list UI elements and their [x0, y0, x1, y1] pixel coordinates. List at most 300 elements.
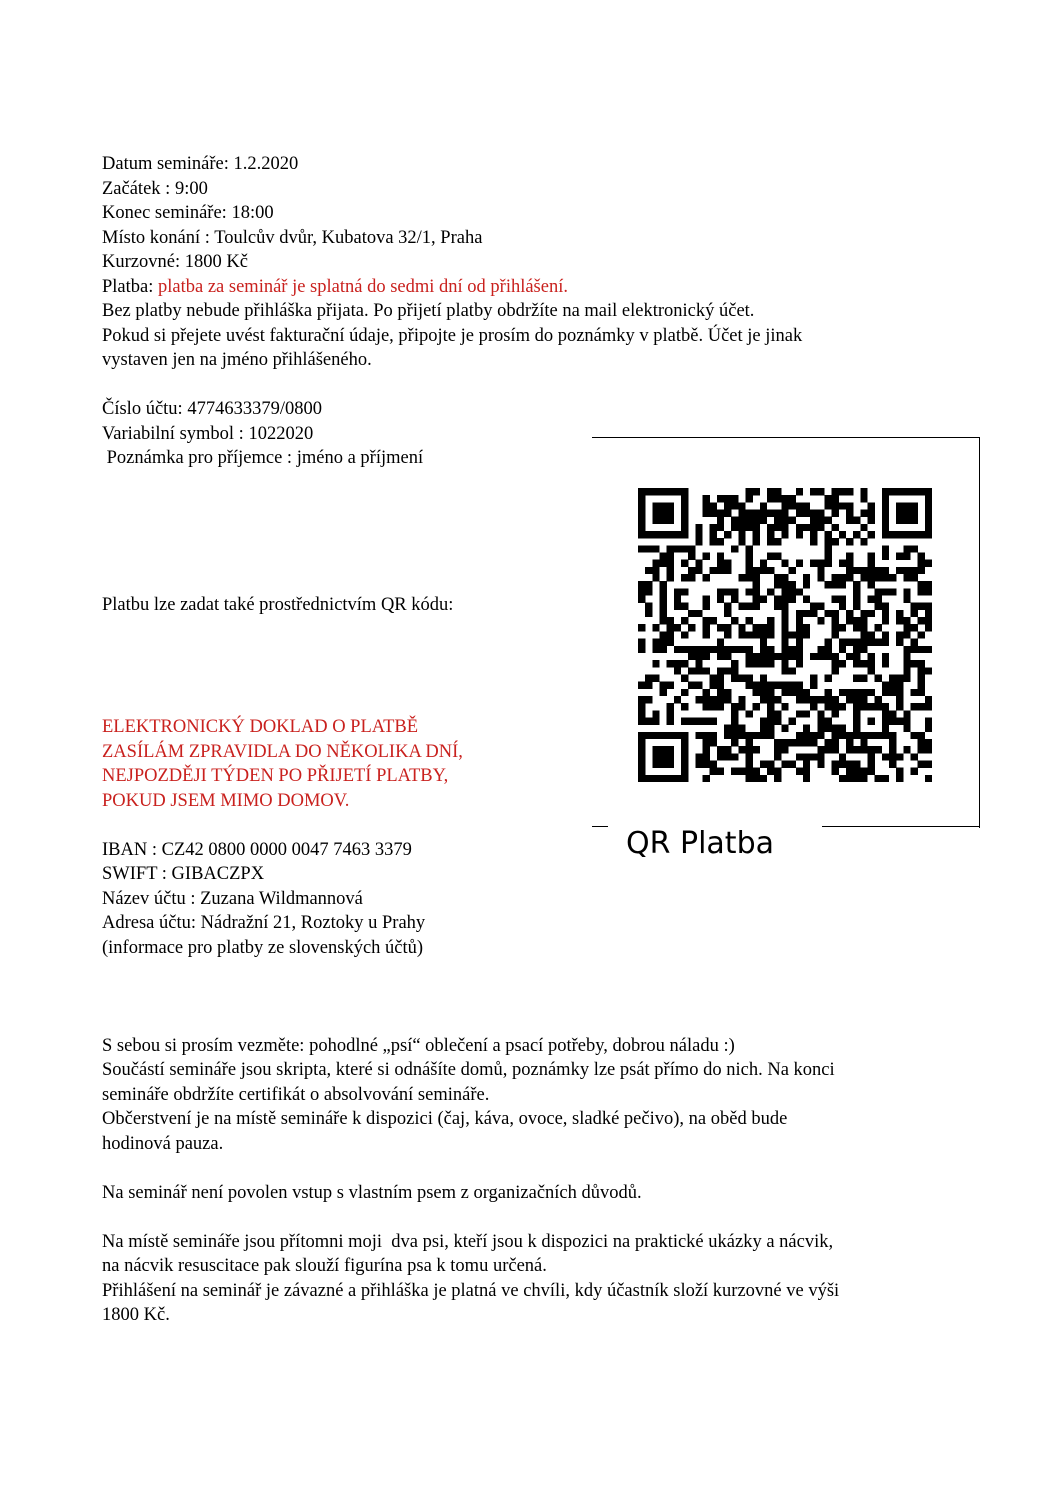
qr-module	[789, 682, 796, 689]
present-dogs-line-2: na nácvik resuscitace pak slouží figurína psa k tomu určená.	[102, 1256, 547, 1276]
qr-module	[660, 531, 667, 538]
qr-module	[817, 517, 824, 524]
variable-symbol	[102, 422, 313, 447]
qr-module	[896, 753, 903, 760]
qr-module	[839, 624, 846, 631]
qr-module	[789, 739, 796, 746]
qr-module	[918, 746, 925, 753]
qr-module	[717, 696, 724, 703]
qr-module	[667, 717, 674, 724]
qr-module	[882, 502, 889, 509]
qr-module	[781, 739, 788, 746]
qr-module	[746, 617, 753, 624]
qr-module	[867, 703, 874, 710]
qr-module	[824, 610, 831, 617]
qr-module	[867, 510, 874, 517]
qr-module	[717, 538, 724, 545]
qr-module	[925, 760, 932, 767]
qr-module	[695, 531, 702, 538]
qr-module	[760, 510, 767, 517]
qr-module	[760, 596, 767, 603]
qr-module	[781, 682, 788, 689]
qr-module	[688, 646, 695, 653]
qr-module	[882, 574, 889, 581]
qr-module	[889, 732, 896, 739]
qr-module	[925, 725, 932, 732]
qr-module	[789, 760, 796, 767]
qr-module	[731, 768, 738, 775]
qr-module	[903, 596, 910, 603]
qr-module	[760, 646, 767, 653]
qr-module	[832, 667, 839, 674]
qr-module	[839, 703, 846, 710]
qr-module	[824, 746, 831, 753]
qr-module	[918, 588, 925, 595]
qr-module	[738, 768, 745, 775]
qr-module	[660, 617, 667, 624]
qr-module	[731, 753, 738, 760]
qr-module	[652, 624, 659, 631]
qr-module	[781, 703, 788, 710]
qr-module	[767, 646, 774, 653]
qr-module	[910, 639, 917, 646]
qr-module	[789, 588, 796, 595]
qr-module	[746, 488, 753, 495]
qr-module	[731, 710, 738, 717]
qr-module	[667, 710, 674, 717]
qr-module	[738, 746, 745, 753]
qr-module	[918, 603, 925, 610]
qr-module	[738, 510, 745, 517]
qr-module	[767, 703, 774, 710]
qr-module	[896, 553, 903, 560]
qr-module	[867, 581, 874, 588]
qr-module	[824, 502, 831, 509]
qr-module	[710, 739, 717, 746]
qr-module	[846, 768, 853, 775]
qr-module	[839, 732, 846, 739]
qr-module	[753, 682, 760, 689]
qr-module	[889, 531, 896, 538]
qr-module	[746, 682, 753, 689]
qr-module	[667, 703, 674, 710]
qr-module	[882, 510, 889, 517]
qr-module	[910, 610, 917, 617]
qr-module	[753, 524, 760, 531]
qr-module	[853, 653, 860, 660]
qr-module	[703, 689, 710, 696]
qr-module	[817, 753, 824, 760]
qr-module	[896, 517, 903, 524]
qr-module	[903, 567, 910, 574]
qr-module	[731, 646, 738, 653]
qr-module	[867, 567, 874, 574]
qr-module	[674, 545, 681, 552]
qr-module	[796, 617, 803, 624]
qr-module	[681, 488, 688, 495]
qr-module	[918, 760, 925, 767]
qr-module	[774, 524, 781, 531]
qr-module	[746, 560, 753, 567]
qr-module	[703, 732, 710, 739]
qr-module	[925, 703, 932, 710]
qr-module	[717, 653, 724, 660]
qr-module	[774, 696, 781, 703]
qr-module	[896, 610, 903, 617]
qr-module	[860, 746, 867, 753]
qr-module	[674, 603, 681, 610]
qr-module	[781, 510, 788, 517]
qr-module	[781, 560, 788, 567]
qr-module	[810, 653, 817, 660]
qr-module	[753, 574, 760, 581]
qr-module	[645, 581, 652, 588]
qr-module	[710, 510, 717, 517]
qr-module	[889, 689, 896, 696]
qr-module	[667, 682, 674, 689]
qr-module	[688, 653, 695, 660]
qr-module	[667, 639, 674, 646]
qr-module	[746, 495, 753, 502]
qr-module	[753, 703, 760, 710]
qr-module	[853, 696, 860, 703]
qr-module	[789, 646, 796, 653]
qr-module	[918, 660, 925, 667]
qr-module	[846, 732, 853, 739]
qr-module	[882, 531, 889, 538]
payment-label: Platba:	[102, 277, 154, 297]
qr-module	[695, 538, 702, 545]
qr-module	[667, 560, 674, 567]
qr-module	[774, 510, 781, 517]
qr-module	[738, 574, 745, 581]
qr-module	[738, 624, 745, 631]
qr-module	[703, 753, 710, 760]
qr-module	[767, 510, 774, 517]
qr-module	[817, 732, 824, 739]
qr-module	[832, 746, 839, 753]
qr-module	[774, 596, 781, 603]
qr-module	[660, 682, 667, 689]
qr-module	[860, 610, 867, 617]
qr-module	[731, 725, 738, 732]
qr-module	[638, 581, 645, 588]
qr-module	[731, 674, 738, 681]
qr-module	[652, 560, 659, 567]
qr-module	[824, 739, 831, 746]
qr-module	[731, 517, 738, 524]
qr-module	[760, 560, 767, 567]
qr-module	[867, 653, 874, 660]
qr-module	[724, 646, 731, 653]
qr-module	[774, 710, 781, 717]
qr-module	[731, 588, 738, 595]
qr-module	[638, 531, 645, 538]
seminar-start-label: Začátek :	[102, 179, 171, 199]
qr-module	[832, 488, 839, 495]
qr-module	[753, 538, 760, 545]
qr-module	[810, 488, 817, 495]
qr-module	[810, 560, 817, 567]
qr-module	[882, 725, 889, 732]
qr-module	[846, 696, 853, 703]
qr-module	[803, 581, 810, 588]
qr-module	[767, 588, 774, 595]
qr-module	[817, 560, 824, 567]
qr-module	[781, 639, 788, 646]
qr-module	[867, 746, 874, 753]
account-number-label: Číslo účtu:	[102, 399, 183, 419]
qr-module	[910, 646, 917, 653]
qr-module	[918, 674, 925, 681]
qr-module	[896, 717, 903, 724]
qr-module	[918, 703, 925, 710]
qr-module	[660, 488, 667, 495]
qr-module	[746, 545, 753, 552]
qr-module	[767, 524, 774, 531]
qr-module	[824, 560, 831, 567]
qr-module	[660, 510, 667, 517]
qr-module	[882, 710, 889, 717]
qr-module	[667, 531, 674, 538]
qr-module	[882, 610, 889, 617]
qr-module	[903, 667, 910, 674]
qr-module	[738, 603, 745, 610]
qr-module	[796, 646, 803, 653]
qr-module	[717, 567, 724, 574]
qr-module	[832, 710, 839, 717]
qr-module	[846, 538, 853, 545]
qr-module	[832, 524, 839, 531]
qr-module	[882, 603, 889, 610]
qr-module	[903, 531, 910, 538]
qr-module	[853, 639, 860, 646]
qr-module	[688, 624, 695, 631]
qr-module	[717, 703, 724, 710]
qr-module	[789, 653, 796, 660]
qr-module	[738, 696, 745, 703]
qr-module	[681, 732, 688, 739]
qr-module	[853, 725, 860, 732]
qr-module	[853, 768, 860, 775]
qr-module	[796, 560, 803, 567]
qr-module	[760, 639, 767, 646]
qr-module	[652, 488, 659, 495]
qr-module	[889, 574, 896, 581]
qr-module	[781, 596, 788, 603]
qr-module	[889, 739, 896, 746]
qr-module	[918, 553, 925, 560]
qr-module	[925, 667, 932, 674]
qr-module	[781, 725, 788, 732]
qr-module	[731, 667, 738, 674]
qr-module	[889, 753, 896, 760]
payment-deadline: platba za seminář je splatná do sedmi dní od přihlášení.	[158, 277, 568, 297]
refreshments-line-2: hodinová pauza.	[102, 1134, 224, 1154]
qr-module	[738, 502, 745, 509]
qr-module	[796, 682, 803, 689]
qr-module	[753, 689, 760, 696]
qr-module	[839, 689, 846, 696]
qr-module	[767, 732, 774, 739]
qr-module	[810, 739, 817, 746]
qr-module	[724, 624, 731, 631]
qr-module	[753, 517, 760, 524]
qr-module	[846, 639, 853, 646]
qr-module	[703, 624, 710, 631]
qr-module	[839, 531, 846, 538]
qr-module	[903, 488, 910, 495]
qr-module	[781, 667, 788, 674]
qr-module	[781, 581, 788, 588]
qr-module	[860, 639, 867, 646]
qr-module	[867, 574, 874, 581]
qr-module	[882, 717, 889, 724]
qr-module	[810, 753, 817, 760]
qr-module	[925, 696, 932, 703]
qr-module	[918, 488, 925, 495]
qr-module	[867, 531, 874, 538]
qr-module	[774, 603, 781, 610]
seminar-end	[102, 201, 274, 226]
qr-module	[925, 560, 932, 567]
qr-module	[839, 646, 846, 653]
qr-module	[846, 517, 853, 524]
qr-module	[717, 639, 724, 646]
qr-module	[925, 588, 932, 595]
qr-module	[810, 703, 817, 710]
qr-module	[717, 667, 724, 674]
qr-module	[774, 739, 781, 746]
qr-module	[882, 567, 889, 574]
qr-module	[882, 639, 889, 646]
qr-module	[796, 502, 803, 509]
qr-module	[753, 624, 760, 631]
qr-module	[781, 631, 788, 638]
qr-module	[660, 631, 667, 638]
qr-module	[710, 760, 717, 767]
qr-module	[717, 596, 724, 603]
qr-module	[910, 545, 917, 552]
qr-module	[853, 674, 860, 681]
qr-module	[839, 753, 846, 760]
qr-module	[903, 710, 910, 717]
qr-module	[674, 588, 681, 595]
qr-module	[817, 646, 824, 653]
qr-module	[867, 760, 874, 767]
qr-module	[717, 553, 724, 560]
qr-module	[638, 596, 645, 603]
qr-module	[710, 502, 717, 509]
qr-module	[688, 610, 695, 617]
qr-module	[796, 524, 803, 531]
binding-line-1: Přihlášení na seminář je závazné a přihláška je platná ve chvíli, kdy účastník složí kurzovné ve výši	[102, 1281, 840, 1301]
qr-module	[703, 653, 710, 660]
qr-module	[638, 739, 645, 746]
qr-module	[760, 760, 767, 767]
qr-module	[767, 488, 774, 495]
qr-module	[853, 588, 860, 595]
qr-module	[860, 495, 867, 502]
qr-module	[681, 689, 688, 696]
qr-module	[717, 753, 724, 760]
qr-module	[681, 753, 688, 760]
qr-module	[817, 725, 824, 732]
qr-caption: QR Platba	[626, 826, 774, 861]
qr-module	[817, 524, 824, 531]
qr-module	[731, 703, 738, 710]
qr-module	[882, 631, 889, 638]
qr-module	[674, 660, 681, 667]
qr-module	[681, 703, 688, 710]
qr-module	[774, 746, 781, 753]
qr-module	[903, 553, 910, 560]
qr-module	[760, 631, 767, 638]
qr-module	[717, 517, 724, 524]
qr-module	[645, 732, 652, 739]
qr-module	[803, 775, 810, 782]
qr-module	[853, 517, 860, 524]
qr-module	[645, 696, 652, 703]
qr-module	[803, 596, 810, 603]
seminar-fee	[102, 250, 248, 275]
account-number	[102, 397, 322, 422]
qr-module	[645, 545, 652, 552]
qr-module	[781, 574, 788, 581]
qr-module	[846, 775, 853, 782]
qr-module	[652, 639, 659, 646]
qr-module	[717, 746, 724, 753]
qr-module	[695, 660, 702, 667]
qr-module	[867, 631, 874, 638]
qr-module	[817, 574, 824, 581]
qr-module	[846, 746, 853, 753]
qr-module	[638, 732, 645, 739]
qr-module	[703, 603, 710, 610]
qr-module	[746, 574, 753, 581]
qr-module	[688, 574, 695, 581]
qr-module	[674, 732, 681, 739]
qr-module	[810, 524, 817, 531]
qr-module	[638, 710, 645, 717]
qr-module	[746, 768, 753, 775]
qr-module	[660, 517, 667, 524]
qr-module	[832, 760, 839, 767]
qr-module	[724, 653, 731, 660]
qr-module	[803, 574, 810, 581]
qr-module	[681, 746, 688, 753]
qr-module	[896, 488, 903, 495]
qr-module	[753, 510, 760, 517]
qr-module	[810, 682, 817, 689]
qr-module	[774, 517, 781, 524]
qr-module	[824, 495, 831, 502]
qr-module	[781, 617, 788, 624]
qr-module	[882, 495, 889, 502]
qr-module	[652, 567, 659, 574]
qr-module	[860, 574, 867, 581]
qr-module	[767, 538, 774, 545]
qr-module	[710, 646, 717, 653]
seminar-date	[102, 152, 298, 177]
qr-module	[660, 689, 667, 696]
qr-module	[695, 653, 702, 660]
qr-module	[781, 495, 788, 502]
qr-module	[645, 567, 652, 574]
qr-module	[925, 517, 932, 524]
qr-module	[832, 739, 839, 746]
qr-module	[846, 610, 853, 617]
